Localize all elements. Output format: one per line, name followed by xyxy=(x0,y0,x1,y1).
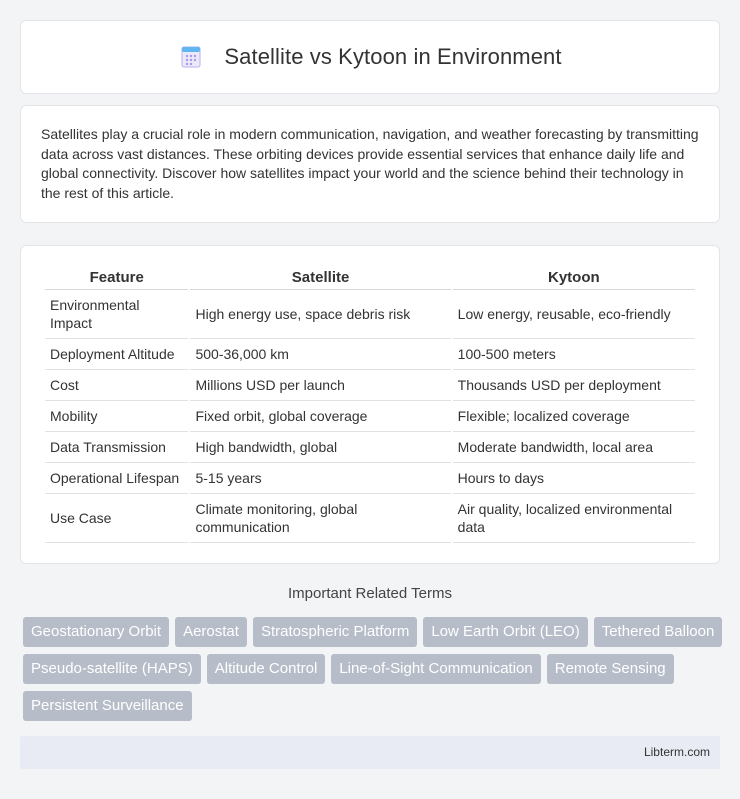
feature-cell: Operational Lifespan xyxy=(45,463,188,494)
tag-persistent-surveillance[interactable]: Persistent Surveillance xyxy=(23,691,192,721)
tag-geostationary-orbit[interactable]: Geostationary Orbit xyxy=(23,617,169,647)
header-kytoon: Kytoon xyxy=(453,266,695,290)
tag-pseudo-satellite[interactable]: Pseudo-satellite (HAPS) xyxy=(23,654,201,684)
tag-altitude-control[interactable]: Altitude Control xyxy=(207,654,326,684)
intro-card xyxy=(20,105,720,223)
feature-cell: Mobility xyxy=(45,401,188,432)
feature-cell: Deployment Altitude xyxy=(45,339,188,370)
table-row xyxy=(45,463,695,494)
book-icon xyxy=(178,44,204,70)
table-row xyxy=(45,290,695,339)
tag-aerostat[interactable]: Aerostat xyxy=(175,617,247,647)
table-row xyxy=(45,401,695,432)
satellite-cell: Millions USD per launch xyxy=(190,370,450,401)
table-row xyxy=(45,494,695,543)
satellite-cell: High bandwidth, global xyxy=(190,432,450,463)
related-tags xyxy=(23,617,723,721)
kytoon-cell: Low energy, reusable, eco-friendly xyxy=(453,290,695,339)
feature-cell: Environmental Impact xyxy=(45,290,188,339)
kytoon-cell: Thousands USD per deployment xyxy=(453,370,695,401)
satellite-cell: High energy use, space debris risk xyxy=(190,290,450,339)
kytoon-cell: Moderate bandwidth, local area xyxy=(453,432,695,463)
tag-line-of-sight-communication[interactable]: Line-of-Sight Communication xyxy=(331,654,540,684)
intro-text: Satellites play a crucial role in modern communication, navigation, and weather forecasting by transmitting data across vast distances. These orbiting devices provide essential services that enhance daily life and global connectivity. Discover how satellites impact your world and the science behind their technology in the rest of this article. xyxy=(41,126,699,201)
kytoon-cell: 100-500 meters xyxy=(453,339,695,370)
page-title: Satellite vs Kytoon in Environment xyxy=(224,44,562,69)
kytoon-cell: Hours to days xyxy=(453,463,695,494)
tag-remote-sensing[interactable]: Remote Sensing xyxy=(547,654,674,684)
table-card xyxy=(20,245,720,564)
feature-cell: Data Transmission xyxy=(45,432,188,463)
header-card xyxy=(20,20,720,94)
table-row xyxy=(45,370,695,401)
table-row xyxy=(45,432,695,463)
satellite-cell: 5-15 years xyxy=(190,463,450,494)
satellite-cell: 500-36,000 km xyxy=(190,339,450,370)
header-satellite: Satellite xyxy=(190,266,450,290)
header-feature: Feature xyxy=(45,266,188,290)
feature-cell: Cost xyxy=(45,370,188,401)
related-terms-title: Important Related Terms xyxy=(288,585,452,602)
table-header-row xyxy=(45,266,695,290)
tag-low-earth-orbit[interactable]: Low Earth Orbit (LEO) xyxy=(423,617,587,647)
tag-stratospheric-platform[interactable]: Stratospheric Platform xyxy=(253,617,417,647)
footer xyxy=(20,736,720,769)
satellite-cell: Climate monitoring, global communication xyxy=(190,494,450,543)
footer-site-link[interactable]: Libterm.com xyxy=(643,745,710,759)
satellite-cell: Fixed orbit, global coverage xyxy=(190,401,450,432)
feature-cell: Use Case xyxy=(45,494,188,543)
title-wrap xyxy=(178,44,561,70)
table-row xyxy=(45,339,695,370)
comparison-table xyxy=(43,266,697,543)
kytoon-cell: Flexible; localized coverage xyxy=(453,401,695,432)
tag-tethered-balloon[interactable]: Tethered Balloon xyxy=(594,617,723,647)
kytoon-cell: Air quality, localized environmental data xyxy=(453,494,695,543)
